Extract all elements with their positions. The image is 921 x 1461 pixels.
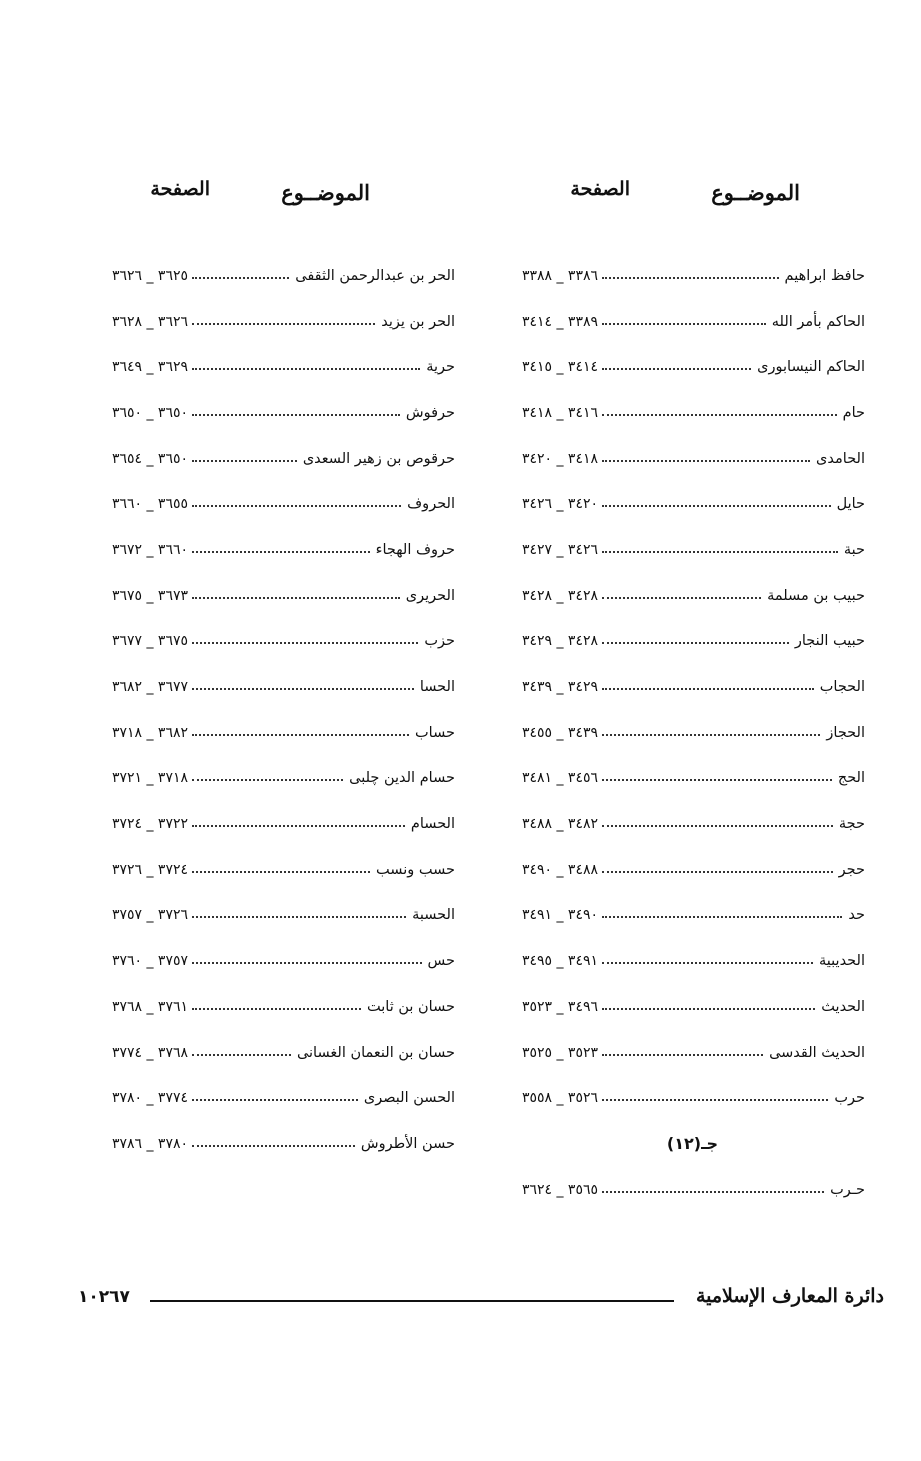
topic-heading: الموضــوع (281, 180, 370, 205)
entry-topic: الحديث القدسى (769, 1044, 865, 1061)
entry-pages: ٣٤٥٦ _ ٣٤٨١ (521, 770, 598, 787)
leader-dots (192, 323, 375, 325)
topic-heading: الموضــوع (711, 180, 800, 205)
index-entry (480, 1075, 865, 1121)
leader-dots (602, 825, 833, 827)
volume-section-label: جـ(١٢) (666, 1134, 719, 1154)
entry-topic: حسان بن ثابت (367, 998, 455, 1015)
leader-dots (192, 1008, 361, 1010)
index-entry (70, 801, 455, 847)
leader-dots (192, 734, 409, 736)
entry-topic: حسام الدين چلبى (349, 770, 455, 787)
entry-pages: ٣٤٨٢ _ ٣٤٨٨ (521, 816, 598, 833)
entry-list (70, 253, 455, 1167)
leader-dots (602, 871, 833, 873)
leader-dots (602, 642, 789, 644)
index-entry (70, 938, 455, 984)
entry-pages: ٣٧٦١ _ ٣٧٦٨ (111, 998, 188, 1015)
leader-dots (602, 460, 810, 462)
index-entry (480, 390, 865, 436)
index-entry (70, 253, 455, 299)
index-entry (480, 1167, 865, 1213)
entry-topic: الحجاز (826, 724, 865, 741)
entry-pages: ٣٤٣٩ _ ٣٤٥٥ (521, 724, 598, 741)
leader-dots (192, 460, 297, 462)
leader-dots (192, 1145, 355, 1147)
page-footer (78, 1285, 884, 1315)
entry-pages: ٣٧١٨ _ ٣٧٢١ (111, 770, 188, 787)
entry-topic: حجة (838, 816, 865, 833)
index-entry (70, 299, 455, 345)
column-header (70, 175, 455, 235)
entry-topic: حد (848, 907, 865, 924)
index-entry (70, 984, 455, 1030)
entry-pages: ٣٤٢٩ _ ٣٤٣٩ (521, 679, 598, 696)
index-entry (70, 710, 455, 756)
index-entry (480, 710, 865, 756)
entry-topic: الحر بن يزيد (381, 313, 455, 330)
entry-topic: الحريرى (405, 587, 455, 604)
entry-pages: ٣٦٧٥ _ ٣٦٧٧ (111, 633, 188, 650)
entry-topic: الحر بن عبدالرحمن الثقفى (295, 267, 455, 284)
entry-pages: ٣٦٢٥ _ ٣٦٢٦ (111, 267, 188, 284)
leader-dots (192, 642, 418, 644)
index-entry (70, 1075, 455, 1121)
entry-pages: ٣٥٦٥ _ ٣٦٢٤ (521, 1181, 598, 1198)
leader-dots (602, 1191, 824, 1193)
entry-pages: ٣٦٦٠ _ ٣٦٧٢ (111, 541, 188, 558)
entry-topic: حرقوص بن زهير السعدى (302, 450, 455, 467)
leader-dots (192, 414, 400, 416)
index-entry (480, 756, 865, 802)
page-number: ١٠٢٦٧ (78, 1287, 130, 1307)
journal-title: دائرة المعارف الإسلامية (695, 1285, 884, 1307)
entry-topic: حسن الأطروش (360, 1135, 455, 1152)
entry-topic: حرفوش (405, 404, 455, 421)
leader-dots (192, 368, 420, 370)
leader-dots (192, 1054, 291, 1056)
leader-dots (602, 779, 832, 781)
entry-pages: ٣٤٢٠ _ ٣٤٢٦ (521, 496, 598, 513)
leader-dots (192, 1099, 358, 1101)
leader-dots (192, 597, 400, 599)
entry-topic: حبة (843, 541, 865, 558)
index-entry (70, 481, 455, 527)
entry-topic: حجر (838, 861, 865, 878)
leader-dots (192, 688, 414, 690)
index-entry (70, 893, 455, 939)
entry-topic: الحسن البصرى (363, 1090, 455, 1107)
entry-pages: ٣٤٨٨ _ ٣٤٩٠ (521, 861, 598, 878)
entry-pages: ٣٤١٦ _ ٣٤١٨ (521, 404, 598, 421)
entry-topic: الحج (837, 770, 865, 787)
entry-pages: ٣٧٢٤ _ ٣٧٢٦ (111, 861, 188, 878)
entry-pages: ٣٤٢٦ _ ٣٤٢٧ (521, 541, 598, 558)
index-entry (480, 619, 865, 665)
index-entry (70, 573, 455, 619)
entry-pages: ٣٤٩١ _ ٣٤٩٥ (521, 953, 598, 970)
entry-topic: الحاكم النيسابورى (757, 359, 865, 376)
entry-topic: الحامدى (816, 450, 865, 467)
leader-dots (602, 551, 838, 553)
entry-pages: ٣٦٨٢ _ ٣٧١٨ (111, 724, 188, 741)
leader-dots (192, 962, 422, 964)
entry-pages: ٣٦٥٠ _ ٣٦٥٠ (111, 404, 188, 421)
leader-dots (192, 505, 401, 507)
entry-pages: ٣٣٨٦ _ ٣٣٨٨ (521, 267, 598, 284)
entry-topic: الحسبة (412, 907, 455, 924)
entry-pages: ٣٦٢٩ _ ٣٦٤٩ (111, 359, 188, 376)
entry-topic: حرية (426, 359, 455, 376)
entry-topic: حزب (424, 633, 455, 650)
entry-pages: ٣٧٧٤ _ ٣٧٨٠ (111, 1090, 188, 1107)
entry-pages: ٣٤٩٦ _ ٣٥٢٣ (521, 998, 598, 1015)
entry-topic: الحروف (407, 496, 455, 513)
index-entry (70, 436, 455, 482)
leader-dots (192, 277, 289, 279)
leader-dots (192, 871, 370, 873)
entry-topic: حبيب بن مسلمة (767, 587, 865, 604)
entry-topic: الحسام (410, 816, 455, 833)
index-entry (70, 390, 455, 436)
index-entry (480, 893, 865, 939)
entry-pages: ٣٦٧٧ _ ٣٦٨٢ (111, 679, 188, 696)
entry-topic: الحسا (419, 679, 455, 696)
index-entry (480, 1030, 865, 1076)
entry-pages: ٣٦٧٣ _ ٣٦٧٥ (111, 587, 188, 604)
leader-dots (602, 1054, 763, 1056)
index-entry (70, 619, 455, 665)
entry-pages: ٣٧٢٢ _ ٣٧٢٤ (111, 816, 188, 833)
entry-topic: حبيب النجار (794, 633, 865, 650)
leader-dots (602, 368, 751, 370)
entry-pages: ٣٧٥٧ _ ٣٧٦٠ (111, 953, 188, 970)
index-entry (480, 938, 865, 984)
entry-pages: ٣٥٢٦ _ ٣٥٥٨ (521, 1090, 598, 1107)
index-entry (70, 756, 455, 802)
entry-topic: حسب ونسب (376, 861, 455, 878)
leader-dots (602, 688, 814, 690)
entry-topic: حام (842, 404, 865, 421)
entry-pages: ٣٦٥٠ _ ٣٦٥٤ (111, 450, 188, 467)
page-heading: الصفحة (150, 178, 210, 200)
leader-dots (602, 916, 842, 918)
leader-dots (192, 779, 343, 781)
index-entry (70, 664, 455, 710)
leader-dots (602, 1099, 828, 1101)
entry-topic: حرب (834, 1090, 865, 1107)
footer-rule (150, 1300, 674, 1302)
leader-dots (602, 597, 761, 599)
entry-topic: حـرب (830, 1181, 865, 1198)
entry-topic: حافظ ابراهيم (784, 267, 865, 284)
leader-dots (192, 551, 370, 553)
entry-pages: ٣٦٥٥ _ ٣٦٦٠ (111, 496, 188, 513)
leader-dots (602, 414, 837, 416)
entry-pages: ٣٤٢٨ _ ٣٤٢٩ (521, 633, 598, 650)
index-entry (480, 573, 865, 619)
index-entry (70, 1121, 455, 1167)
entry-pages: ٣٧٨٠ _ ٣٧٨٦ (111, 1135, 188, 1152)
entry-topic: حسان بن النعمان الغسانى (296, 1044, 455, 1061)
index-entry (70, 344, 455, 390)
entry-list (480, 253, 865, 1212)
leader-dots (602, 962, 813, 964)
entry-pages: ٣٤١٤ _ ٣٤١٥ (521, 359, 598, 376)
index-entry (480, 253, 865, 299)
index-entry (480, 527, 865, 573)
entry-topic: حس (427, 953, 455, 970)
entry-topic: الحاكم بأمر الله (771, 313, 865, 330)
entry-pages: ٣٤١٨ _ ٣٤٢٠ (521, 450, 598, 467)
entry-topic: حروف الهجاء (375, 541, 455, 558)
index-entry (480, 481, 865, 527)
entry-pages: ٣٧٢٦ _ ٣٧٥٧ (111, 907, 188, 924)
page-heading: الصفحة (570, 178, 630, 200)
leader-dots (602, 734, 820, 736)
leader-dots (192, 825, 405, 827)
entry-topic: الحديث (821, 998, 865, 1015)
entry-pages: ٣٥٢٣ _ ٣٥٢٥ (521, 1044, 598, 1061)
column-header (480, 175, 865, 235)
index-entry (70, 527, 455, 573)
index-entry (480, 436, 865, 482)
index-entry (70, 1030, 455, 1076)
entry-topic: الحجاب (819, 679, 865, 696)
entry-pages: ٣٤٢٨ _ ٣٤٢٨ (521, 587, 598, 604)
entry-pages: ٣٣٨٩ _ ٣٤١٤ (521, 313, 598, 330)
leader-dots (192, 916, 406, 918)
entry-pages: ٣٤٩٠ _ ٣٤٩١ (521, 907, 598, 924)
entry-topic: الحديبية (819, 953, 865, 970)
index-entry (480, 984, 865, 1030)
leader-dots (602, 1008, 815, 1010)
index-entry (480, 299, 865, 345)
entry-topic: حايل (836, 496, 865, 513)
entry-topic: حساب (415, 724, 455, 741)
index-entry (480, 664, 865, 710)
index-column-right (480, 175, 865, 1198)
leader-dots (602, 277, 779, 279)
index-entry (480, 344, 865, 390)
leader-dots (602, 505, 831, 507)
index-column-left (70, 175, 455, 1152)
entry-pages: ٣٦٢٦ _ ٣٦٢٨ (111, 313, 188, 330)
index-entry (480, 801, 865, 847)
index-entry (70, 847, 455, 893)
leader-dots (602, 323, 766, 325)
index-entry (480, 847, 865, 893)
entry-pages: ٣٧٦٨ _ ٣٧٧٤ (111, 1044, 188, 1061)
